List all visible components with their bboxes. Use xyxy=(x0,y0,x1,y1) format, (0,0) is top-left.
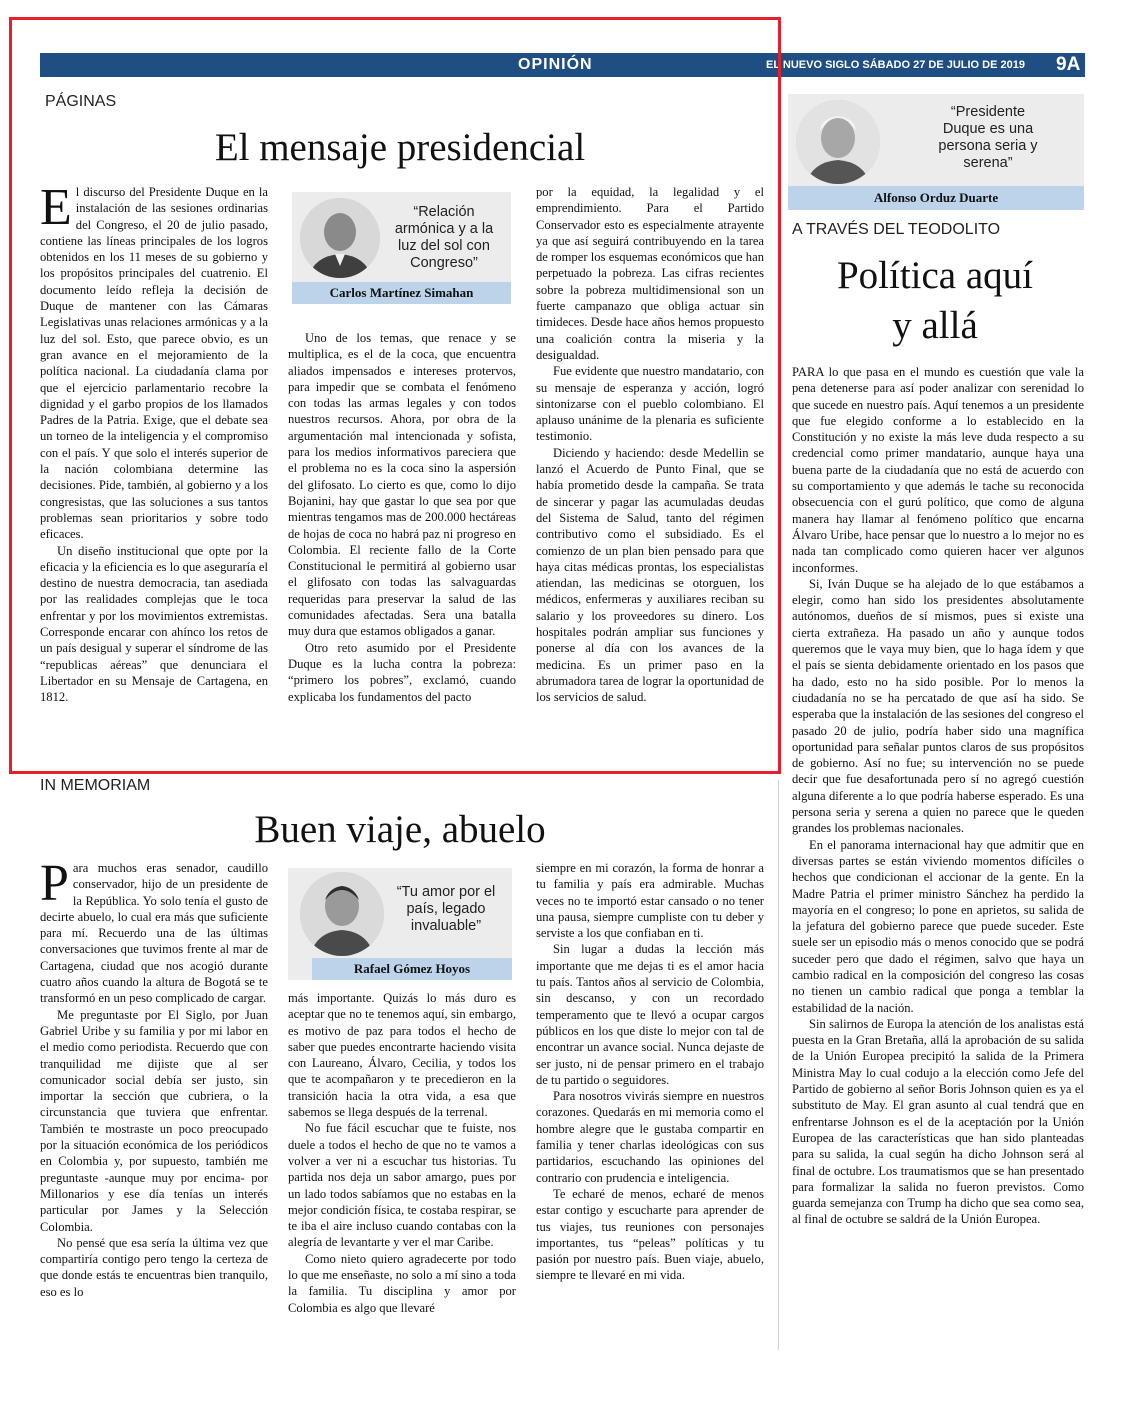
masthead-date: EL NUEVO SIGLO SÁBADO 27 DE JULIO DE 2019 xyxy=(766,59,1025,71)
article2-quote-box xyxy=(288,868,512,980)
article1-col3-para: por la equidad, la legalidad y el emprendimiento. Para el Partido Conservador esto es especialmente atrayente ya que así seguirá contribuyendo en la tarea de romper los esquemas económicos que han perpetuado la pobreza. Las cifras recientes sobre la pobreza multidimensional son un fuerte campanazo que obliga actuar sin timideces. Desde hace años hemos propuesto una coalición contra la miseria y la desigualdad. xyxy=(536,185,764,362)
column-divider xyxy=(778,780,779,1350)
article2-col1-para: Me preguntaste por El Siglo, por Juan Gabriel Uribe y su familia y por mi labor en el medio como periodista. Recuerdo que con tranquilidad me dijiste que al ser comunicador social debía ser justo, sin importar la sección que cubriera, o la circunstancia que tuviera que enfrentar. También te mostraste un poco preocupado por la situación económica de los periódicos en Colombia y, por supuesto, también me preguntaste -aunque muy por encima- por Millonarios y ese día tenías un interés particular por James y la Selección Colombia. xyxy=(40,1007,268,1234)
page-number: 9A xyxy=(1056,54,1081,75)
highlight-box xyxy=(9,17,781,774)
article3-quote-box xyxy=(788,94,1084,210)
article2-column-1 xyxy=(40,860,268,1356)
article2-col1-para: No pensé que esa sería la última vez que compartiría contigo pero tengo la certeza de que donde estás te encuentras bien tranquilo, eso es lo xyxy=(40,1235,268,1299)
article1-dropcap: E xyxy=(40,184,72,236)
author-portrait-alfonso xyxy=(796,100,880,184)
article3-para: En el panorama internacional hay que admitir que en diversas partes se están viviendo momentos difíciles o hechos que condicionan el accionar de la gente. En la Madre Patria el primer ministro Sánchez ha perdido la mayoría en el congreso; lo pone en aprietos, su salida de la jefatura del gobierno parece que puede suceder. Este suele ser un episodio más o menos conocido que se podrá suceder pero que dado el régimen, salvo que haya un cambio radical en la composición del congreso las cosas no tienen un cambio radical que ponga a temblar la estabilidad de la nación. xyxy=(792,837,1084,1015)
article1-author-name: Carlos Martínez Simahan xyxy=(292,282,511,304)
article1-col1-para: l discurso del Presidente Duque en la instalación de las sesiones ordinarias del Congreso, el 20 de julio pasado, contiene las líneas principales de los logros obtenidos en los 11 meses de su gobierno y los propósitos principales del cuatrenio. El documento leído refleja la decisión de Duque de mantener con las Cámaras Legislativas unas relaciones armónicas y a la luz del sol. Esto, que parece obvio, es un gran avance en el mejoramiento de la política nacional. La ciudadanía clama por que el ejercicio parlamentario recobre la dignidad y el garbo propios de los llamados Padres de la Patria. Exige, que el debate sea un torneo de la inteligencia y el compromiso con el país. Y que solo el interés superior de la nación colombiana determine las decisiones. Pide, también, al gobierno y a los congresistas, que las soluciones a sus tantos problemas sean prioritarios y sobre todo eficaces. xyxy=(40,185,268,542)
article2-col2-para: Como nieto quiero agradecerte por todo lo que me enseñaste, no solo a mí sino a toda la familia. Tu disciplina y amor por Colombia es algo que llevaré xyxy=(288,1251,516,1315)
article3-body xyxy=(792,364,1084,1354)
article1-col2-para: Otro reto asumido por el Presidente Duque es la lucha contra la pobreza: “primero los pobres”, exclamó, cuando explicaba los fundamentos del pacto xyxy=(288,640,516,704)
person-silhouette-icon xyxy=(796,100,880,184)
article1-kicker: PÁGINAS xyxy=(45,93,117,110)
article2-col3-para: Te echaré de menos, echaré de menos estar contigo y escucharte para aprender de tus viajes, tus reuniones con personajes importantes, tus “peleas” políticas y tu pasión por nuestro país. Buen viaje, abuelo, siempre te llevaré en mi vida. xyxy=(536,1186,764,1283)
article2-col3-para: Para nosotros vivirás siempre en nuestros corazones. Quedarás en mi memoria como el hombre alegre que le gustaba compartir en familia y tener charlas ideológicas con sus partidarios, escuchando las opiniones del contrario con prudencia e inteligencia. xyxy=(536,1089,764,1185)
article3-headline-line2: y allá xyxy=(892,304,978,347)
article2-col2-para: No fue fácil escuchar que te fuiste, nos duele a todos el hecho de que no te vamos a volver a ver ni a escuchar tus historias. Tu partida nos deja un sabor amargo, pues por un lado todos sabíamos que no estabas en la mejor condición física, te costaba respirar, se te iba el aire incluso cuando contabas con la alegría de levantarte y ver el mar Caribe. xyxy=(288,1121,516,1250)
article1-col3-para: Diciendo y haciendo: desde Medellin se lanzó el Acuerdo de Punto Final, que se había prometido desde la campaña. Se trata de sincerar y pagar las acumuladas deudas del Sistema de Salud, tanto del régimen contributivo como el subsidiado. Es el comienzo de un plan bien pensado para que haya citas médicas prontas, los especialistas atiendan, las medicinas se otorguen, los médicos, enfermeras y auxiliares reciban su salario y los proveedores su dinero. Los hospitales podrán ampliar sus funciones y ponerse al día con los avances de la medicina. Es un primer paso en la abrumadora tarea de lograr la oportunidad de los servicios de salud. xyxy=(536,445,764,705)
article2-headline: Buen viaje, abuelo xyxy=(254,808,546,851)
article2-dropcap: P xyxy=(40,860,69,912)
article3-para: PARA lo que pasa en el mundo es cuestión que vale la pena detenerse para así poder analizar con serenidad lo que sucede en nuestro país. Aquí tenemos a un presidente que fue elegido conforme a lo establecido en la Constitución y no existe la más leve duda respecto a su credencial como primer mandatario, aunque haya una buena parte de la ciudadanía que no está de acuerdo con su comportamiento y que además le tache su reconocida obsecuencia con el gurú político, que como de alguna manera hay llamar al fenómeno político que encarna Álvaro Uribe, hace pensar que lo nuestro a lo mejor no es nada tan complicado como quieren hacer ver algunos inconformes. xyxy=(792,365,1084,575)
article3-kicker: A TRAVÉS DEL TEODOLITO xyxy=(792,221,1001,238)
article2-kicker: IN MEMORIAM xyxy=(40,777,151,794)
article2-col3-para: siempre en mi corazón, la forma de honrar a tu familia y país era admirable. Muchas veces no te importó estar cansado o no tener una pausa, siempre cumpliste con tu deber y serviste a los que confiaban en ti. xyxy=(536,861,764,941)
article2-col3-para: Sin lugar a dudas la lección más importante que me dejas ti es el amor hacia tu país. Tantos años al servicio de Colombia, sin descanso, y con un recordado temperamento que te llevó a ocupar cargos públicos en los que diste lo mejor con tal de encontrar un avance social. Nunca dejaste de ser justo, ni de pensar primero en el trabajo de tu partido o seguidores. xyxy=(536,942,764,1087)
author-portrait-rafael xyxy=(300,872,384,956)
article1-headline: El mensaje presidencial xyxy=(214,126,586,169)
article1-col3-para: Fue evidente que nuestro mandatario, con su mensaje de esperanza y acción, logró sintonizarse con el pueblo colombiano. El aplauso unánime de la plenaria es suficiente testimonio. xyxy=(536,364,764,444)
article3-para: Si, Iván Duque se ha alejado de lo que estábamos a elegir, como han sido los presidentes absolutamente autónomos, dueños de sí mismos, pues si existe una cierta extrañeza. Ha pasado un año y aunque todos queremos que le vaya muy bien, que lo haga ídem y que el país se sienta debidamente orientado en los pasos que ha dado, esto no ha sido posible. Por lo menos la ciudadanía no se ha percatado de que así ha sido. Se esperaba que la instalación de las sesiones del congreso el pasado 20 de julio, podría haber sido una magnífica oportunidad para señalar puntos claros de sus propósitos de gobierno. Así no fue; su intervención no se puede decir que fue desafortunada pero sí no agregó cuestión alguna diferente a lo que podría haberse esperado. Es una persona seria y serena a quien no parece que le queden grandes los problemas nacionales. xyxy=(792,576,1084,836)
article1-pull-quote: “Relación armónica y a la luz del sol con Congreso” xyxy=(394,204,494,271)
article3-author-name: Alfonso Orduz Duarte xyxy=(788,186,1084,210)
article2-column-3 xyxy=(536,860,764,1356)
article2-column-2 xyxy=(288,990,516,1356)
article2-author-name: Rafael Gómez Hoyos xyxy=(312,958,512,980)
article3-para: Sin salirnos de Europa la atención de los analistas está puesta en la Gran Bretaña, allá la aprobación de su salida de la Unión Europea precipitó la salida de la Primera Ministra May lo cual codujo a la elección como Jefe del Partido de gobierno al señor Boris Johnson quien es ya el substituto de May. El gran asunto al cual tendrá que en enfrentarse Johnson es el de la aceptación por la Unión Europea de las características que han sido planteadas para su salida, la cual según ha dicho Johnson será al final de octubre. Los traumatismos que se han presentado para formalizar la salida no fueron previstos. Como guarda semejanza con Trump ha dicho que sea como sea, al final de octubre se saldrá de la Unión Europea. xyxy=(792,1016,1084,1227)
person-silhouette-icon xyxy=(300,872,384,956)
article3-pull-quote: “Presidente Duque es una persona seria y serena” xyxy=(938,104,1038,171)
section-title: OPINIÓN xyxy=(518,56,593,73)
article2-col1-para: ara muchos eras senador, caudillo conservador, hijo de un presidente de la República. Yo solo tenía el gusto de decirte abuelo, lo cual era más que suficiente para mí. Recuerdo una de las últimas conversaciones que tuvimos frente al mar de Cartagena, ciudad que nos acogió durante cuatro años cuando la altura de Bogotá se te transformó en un peso complicado de cargar. xyxy=(40,861,268,1006)
article1-col2-para: Uno de los temas, que renace y se multiplica, es el de la coca, que encuentra aliados impensados e intereses protervos, para impedir que se combata el fenómeno con todas las armas legales y con todos nuestros recursos. Ahora, por obra de la argumentación mal intencionada y sofista, para los medios informativos pareciera que el problema no es la coca sino la aspersión del glifosato. Lo cierto es que, como lo dijo Bojanini, hay que gastar lo que sea por que mientras tengamos mas de 200.000 hectáreas de hojas de coca no habrá paz ni progreso en Colombia. El reciente fallo de la Corte Constitucional le permitirá al gobierno usar el glifosato con todas las salvaguardas requeridas para preservar la salud de las comunidades afectadas. Sera una batalla muy dura que estamos obligados a ganar. xyxy=(288,331,516,639)
article3-headline-line1: Política aquí xyxy=(836,254,1034,297)
article2-col2-para: más importante. Quizás lo más duro es aceptar que no te tenemos aquí, sin embargo, es motivo de paz para todos el hecho de saber que puedes encontrarte haciendo visita con Laureano, Álvaro, Cecilia, y todos los que te acompañaron y te precedieron en la transición hacia la otra vida, a esa que sabemos se llega después de la terrenal. xyxy=(288,991,516,1120)
article1-col1-para: Un diseño institucional que opte por la eficacia y la eficiencia es lo que aseguraría el destino de nuestra democracia, tan asediada por las realidades complejas que le toca enfrentar y por los movimientos extremistas. Corresponde encarar con ahínco los retos de un país desigual y superar el síndrome de las “republicas aéreas” que denunciara el Libertador en su Mensaje de Cartagena, en 1812. xyxy=(40,543,268,705)
article2-pull-quote: “Tu amor por el país, legado invaluable” xyxy=(396,884,496,934)
